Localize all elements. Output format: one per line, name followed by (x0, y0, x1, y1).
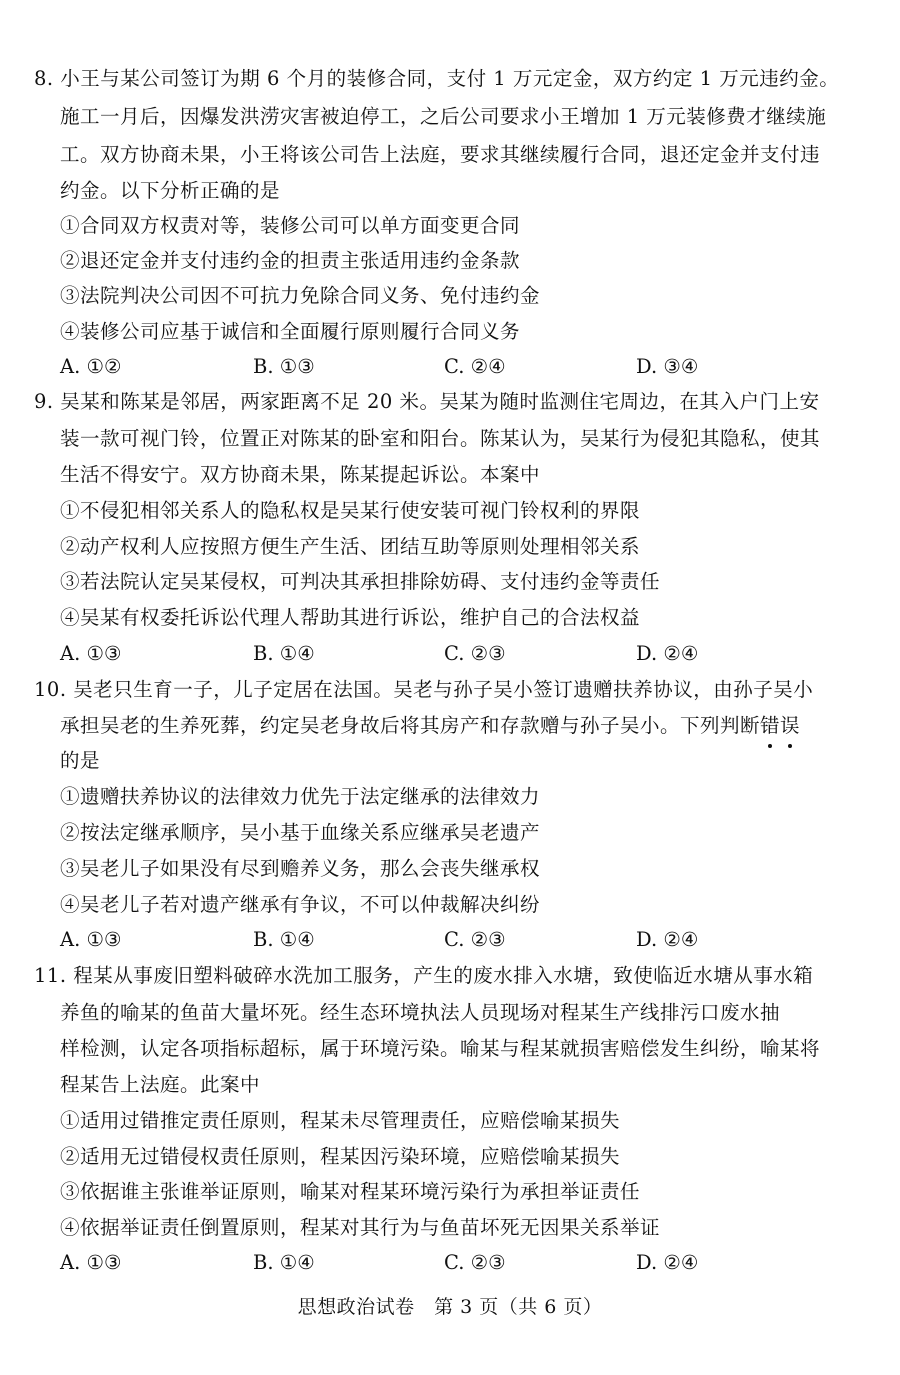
statement-option: ①适用过错推定责任原则，程某未尽管理责任，应赔偿喻某损失 (60, 1109, 621, 1132)
page-footer: 思想政治试卷 第 3 页（共 6 页） (297, 1296, 603, 1318)
statement-option: ④吴老儿子若对遗产继承有争议，不可以仲裁解决纠纷 (60, 893, 541, 916)
choice-c: C. ②③ (444, 928, 506, 951)
question-stem-line: 9. 吴某和陈某是邻居，两家距离不足 20 米。吴某为随时监测住宅周边，在其入户门上安 (34, 390, 820, 413)
question-stem-line (60, 708, 860, 744)
statement-option: ③依据谁主张谁举证原则，喻某对程某环境污染行为承担举证责任 (60, 1180, 641, 1203)
question-stem-line: 施工一月后，因爆发洪涝灾害被迫停工，之后公司要求小王增加 1 万元装修费才继续施 (60, 105, 827, 128)
statement-option: ④依据举证责任倒置原则，程某对其行为与鱼苗坏死无因果关系举证 (60, 1216, 661, 1239)
question-stem-line: 生活不得安宁。双方协商未果，陈某提起诉讼。本案中 (60, 463, 541, 486)
question-stem-line: 11. 程某从事废旧塑料破碎水洗加工服务，产生的废水排入水塘，致使临近水塘从事水箱 (34, 964, 814, 987)
choice-a: A. ①③ (60, 1251, 122, 1274)
statement-option: ④装修公司应基于诚信和全面履行原则履行合同义务 (60, 320, 521, 343)
question-stem-text: 承担吴老的生养死葬，约定吴老身故后将其房产和存款赠与孙子吴小。下列判断 (60, 714, 761, 737)
statement-option: ③若法院认定吴某侵权，可判决其承担排除妨碍、支付违约金等责任 (60, 570, 661, 593)
choice-b: B. ①④ (253, 928, 315, 951)
question-stem-line: 约金。以下分析正确的是 (60, 179, 281, 202)
statement-option: ①遗赠扶养协议的法律效力优先于法定继承的法律效力 (60, 785, 541, 808)
question-stem-line: 程某告上法庭。此案中 (60, 1073, 261, 1096)
emphasis-text: 错误 (760, 714, 801, 737)
statement-option: ①不侵犯相邻关系人的隐私权是吴某行使安装可视门铃权利的界限 (60, 499, 641, 522)
question-stem-line: 样检测，认定各项指标超标，属于环境污染。喻某与程某就损害赔偿发生纠纷，喻某将 (60, 1037, 821, 1060)
question-stem-line: 养鱼的喻某的鱼苗大量坏死。经生态环境执法人员现场对程某生产线排污口废水抽 (60, 1001, 781, 1024)
answer-choices (60, 1245, 860, 1281)
choice-b: B. ①④ (253, 1251, 315, 1274)
choice-b: B. ①④ (253, 642, 315, 665)
question-stem-line: 8. 小王与某公司签订为期 6 个月的装修合同，支付 1 万元定金，双方约定 1 万元违约金。 (34, 67, 840, 90)
question-stem-line: 的是 (60, 749, 101, 772)
answer-choices (60, 349, 860, 385)
question-stem-line: 10. 吴老只生育一子，儿子定居在法国。吴老与孙子吴小签订遗赠扶养协议，由孙子吴小 (34, 678, 814, 701)
answer-choices (60, 922, 860, 958)
statement-option: ②动产权利人应按照方便生产生活、团结互助等原则处理相邻关系 (60, 535, 641, 558)
statement-option: ②按法定继承顺序，吴小基于血缘关系应继承吴老遗产 (60, 821, 541, 844)
choice-d: D. ②④ (636, 1251, 699, 1274)
statement-option: ④吴某有权委托诉讼代理人帮助其进行诉讼，维护自己的合法权益 (60, 606, 641, 629)
choice-a: A. ①③ (60, 928, 122, 951)
answer-choices (60, 636, 860, 672)
statement-option: ③法院判决公司因不可抗力免除合同义务、免付违约金 (60, 284, 541, 307)
choice-d: D. ②④ (636, 928, 699, 951)
choice-c: C. ②③ (444, 1251, 506, 1274)
statement-option: ②适用无过错侵权责任原则，程某因污染环境，应赔偿喻某损失 (60, 1145, 621, 1168)
choice-a: A. ①② (60, 355, 122, 378)
choice-d: D. ②④ (636, 642, 699, 665)
question-stem-line: 工。双方协商未果，小王将该公司告上法庭，要求其继续履行合同，退还定金并支付违 (60, 143, 821, 166)
choice-a: A. ①③ (60, 642, 122, 665)
question-stem-line: 装一款可视门铃，位置正对陈某的卧室和阳台。陈某认为，吴某行为侵犯其隐私，使其 (60, 427, 821, 450)
choice-c: C. ②③ (444, 642, 506, 665)
statement-option: ③吴老儿子如果没有尽到赡养义务，那么会丧失继承权 (60, 857, 541, 880)
choice-c: C. ②④ (444, 355, 506, 378)
choice-d: D. ③④ (636, 355, 699, 378)
statement-option: ①合同双方权责对等，装修公司可以单方面变更合同 (60, 214, 521, 237)
emphasis-word (760, 708, 800, 744)
statement-option: ②退还定金并支付违约金的担责主张适用违约金条款 (60, 249, 521, 272)
choice-b: B. ①③ (253, 355, 315, 378)
